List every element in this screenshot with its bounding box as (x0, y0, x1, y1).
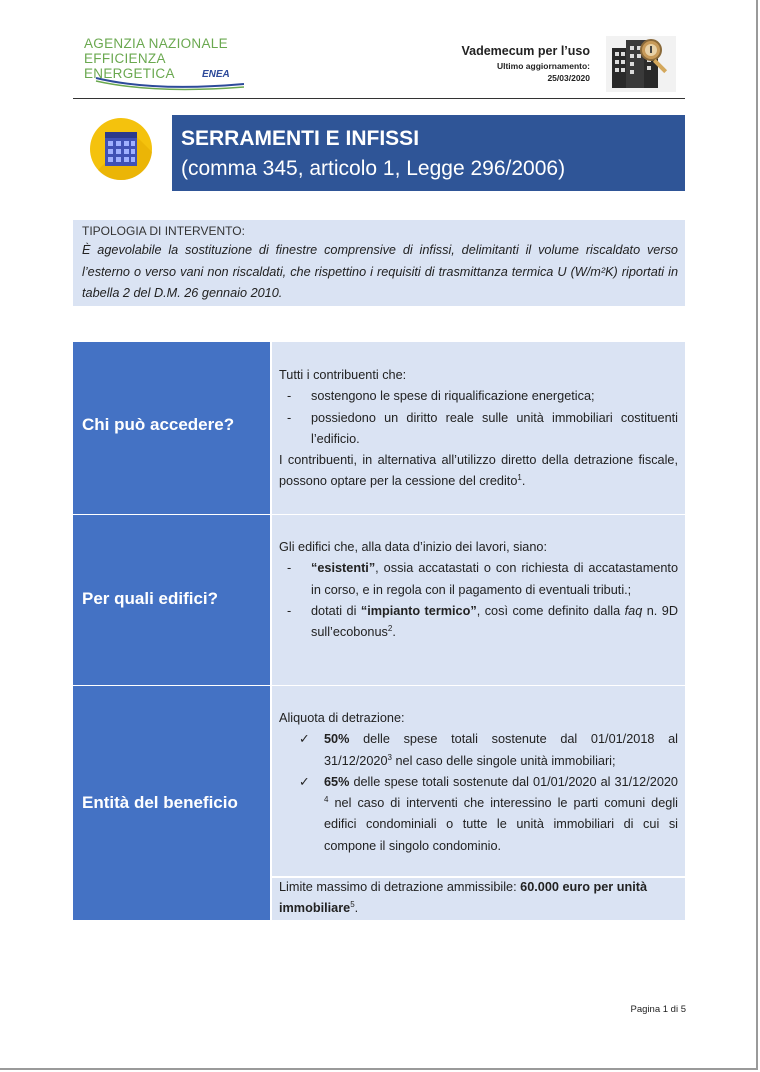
footnote-ref[interactable]: 5 (350, 900, 355, 910)
row-content (272, 515, 685, 685)
footnote-ref[interactable]: 3 (387, 752, 392, 762)
logo-line-1: AGENZIA NAZIONALE (84, 36, 228, 51)
list-item: - “esistenti”, ossia accatastati o con richiesta di accatastamento in corso, e in regola con il pagamento di eventuali tributi.; (279, 558, 678, 601)
page-number: Pagina 1 di 5 (630, 1004, 686, 1015)
row-content (272, 342, 685, 514)
row-intro: Tutti i contribuenti che: (279, 368, 407, 382)
window-icon (90, 118, 152, 185)
table-row (73, 515, 685, 685)
document-header-info (461, 44, 590, 83)
tipologia-heading: TIPOLOGIA DI INTERVENTO: (82, 224, 245, 238)
row-label-text: Chi può accedere? (82, 415, 235, 434)
footnote-ref[interactable]: 1 (517, 473, 522, 483)
header-divider (73, 98, 685, 99)
document-title: Vademecum per l’uso (461, 44, 590, 58)
row-intro: Gli edifici che, alla data d’inizio dei lavori, siano: (279, 540, 547, 554)
title-banner (172, 115, 685, 191)
page-subtitle: (comma 345, articolo 1, Legge 296/2006) (181, 157, 566, 180)
tipologia-box (73, 220, 685, 306)
list-item: - dotati di “impianto termico”, così come definito dalla faq n. 9D sull’ecobonus$^2$. (279, 601, 678, 644)
row-label (73, 515, 270, 685)
check-icon: ✓ (299, 732, 310, 747)
row-label-text: Per quali edifici? (82, 589, 219, 608)
logo-line-2: EFFICIENZA ENERGETICA (84, 51, 175, 81)
list-item: - possiedono un diritto reale sulle unità immobiliari costituenti l’edificio. (279, 408, 678, 451)
row-label-text: Entità del beneficio (82, 793, 238, 812)
page-title: SERRAMENTI E INFISSI (181, 127, 420, 150)
footnote-ref[interactable]: 2 (387, 623, 393, 633)
row-outro: I contribuenti, in alternativa all’utilizzo diretto della detrazione fiscale, possono optare per la cessione del credito$^1$. (279, 453, 678, 489)
logo-brand: ENEA (202, 69, 230, 80)
check-list-item: ✓ 50% delle spese totali sostenute dal 01/01/2018 al 31/12/2020$^3$ nel caso delle singole unità immobiliari; (279, 729, 678, 772)
update-date: 25/03/2020 (547, 73, 590, 83)
row-intro: Aliquota di detrazione: (279, 711, 405, 725)
row-label (73, 342, 270, 514)
enea-logo (84, 36, 254, 92)
footnote-ref[interactable]: 4 (324, 794, 329, 804)
building-search-icon (606, 36, 676, 92)
row-limit: Limite massimo di detrazione ammissibile: 60.000 euro per unità immobiliare$^5$. (272, 878, 685, 920)
update-label: Ultimo aggiornamento: (496, 61, 590, 71)
table-row (73, 342, 685, 514)
list-item: - sostengono le spese di riqualificazione energetica; (279, 386, 678, 407)
check-icon: ✓ (299, 774, 310, 789)
row-label (73, 686, 270, 920)
check-list-item: ✓ 65% delle spese totali sostenute dal 01/01/2020 al 31/12/2020 $^4$ nel caso di interventi che interessino le parti comuni degli edifici condominiali o tutte le unità immobiliari di cui si compone il singolo condominio. (279, 772, 678, 857)
row-content (272, 686, 685, 876)
table-row (73, 686, 685, 920)
tipologia-text: È agevolabile la sostituzione di finestre comprensive di infissi, delimitanti il volume riscaldato verso l’esterno o verso vani non riscaldati, che rispettino i requisiti di trasmittanza termica U (W/m²K) riportati in tabella 2 del D.M. 26 gennaio 2010. (82, 243, 678, 300)
